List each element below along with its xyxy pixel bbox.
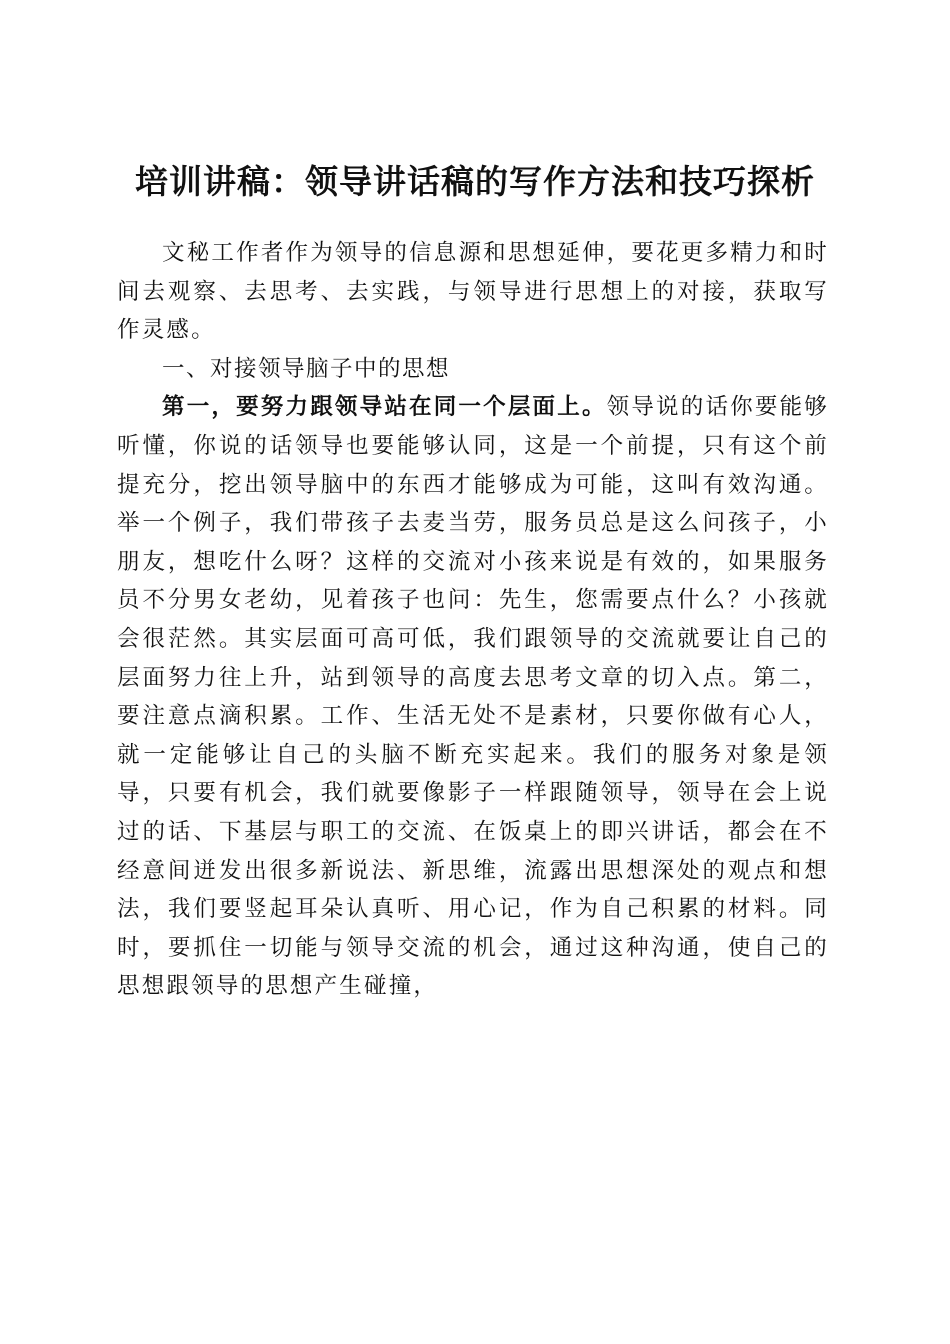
section-paragraph <box>117 388 829 1006</box>
intro-paragraph: 文秘工作者作为领导的信息源和思想延伸，要花更多精力和时间去观察、去思考、去实践，与领导进行思想上的对接，获取写作灵感。 <box>117 240 829 344</box>
section-heading: 一、对接领导脑子中的思想 <box>162 355 451 382</box>
paragraph-body-text: 领导说的话你要能够听懂，你说的话领导也要能够认同，这是一个前提，只有这个前提充分，挖出领导脑中的东西才能够成为可能，这叫有效沟通。举一个例子，我们带孩子去麦当劳，服务员总是这么问孩子，小朋友，想吃什么呀？这样的交流对小孩来说是有效的，如果服务员不分男女老幼，见着孩子也问：先生，您需要点什么？小孩就会很茫然。其实层面可高可低，我们跟领导的交流就要让自己的层面努力往上升，站到领导的高度去思考文章的切入点。第二，要注意点滴积累。工作、生活无处不是素材，只要你做有心人，就一定能够让自己的头脑不断充实起来。我们的服务对象是领导，只要有机会，我们就要像影子一样跟随领导，领导在会上说过的话、下基层与职工的交流、在饭桌上的即兴讲话，都会在不经意间迸发出很多新说法、新思维，流露出思想深处的观点和想法，我们要竖起耳朵认真听、用心记，作为自己积累的材料。同时，要抓住一切能与领导交流的机会，通过这种沟通，使自己的思想跟领导的思想产生碰撞， <box>117 394 829 1000</box>
document-body <box>117 234 829 1006</box>
paragraph-lead-sentence: 第一，要努力跟领导站在同一个层面上。 <box>162 394 607 421</box>
document-title: 培训讲稿：领导讲话稿的写作方法和技巧探析 <box>135 162 815 202</box>
